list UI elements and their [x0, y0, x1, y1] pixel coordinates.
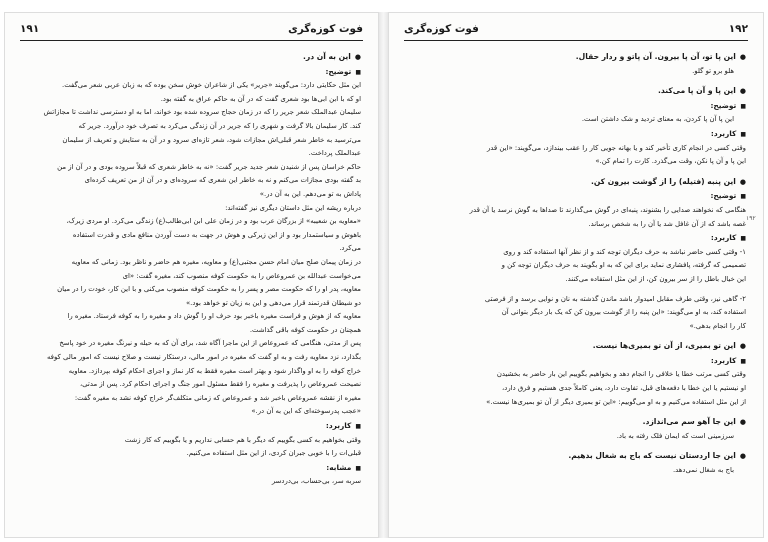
body-text: وقتی کسی مرتب خطا یا خلافی را انجام دهد و بخواهیم بگوییم این بار حاضر به بخشیدن	[496, 370, 746, 379]
section-label: ■ توضیح:	[406, 189, 746, 204]
body-text: معاویه که از هوش و فراست مغیره باخبر بود حرف او را گوش داد و مغیره را به کوفه فرستاد. مغیره را	[67, 312, 361, 321]
body-text: می‌ترسید به خاطر شعر قبلی‌اش مجازات شود، شعر تازه‌ای سرود و در آن به ستایش و تعریف از سلیمان	[62, 135, 361, 144]
proverb-heading: ● این پا تو، آن پا بیرون. آن پاتو و ردار حقال.	[406, 50, 746, 65]
body-text: خراج کوفه را به او واگذار شود و بهتر است مغیره فقط به کار نماز و اجرای احکام کوفه بپردازد. معاویه	[68, 366, 361, 375]
body-text: بگذارد، نزد معاویه رفت و به او گفت که مغیره در امور مالی، درستکار نیست و صلاح نیست که امور مالی کوفه	[46, 353, 361, 362]
example-text: هلو برو تو گلو.	[692, 66, 734, 75]
margin-annotation: ۱۹۲	[746, 215, 756, 222]
body-text: استفاده کند، به او می‌گویند: «این پنبه را از گوشت بیرون کن که یک بار دیگر بتوانی آن	[501, 308, 746, 317]
example-text: سرزمینی است که ایمان فلک رفته به باد.	[616, 431, 734, 440]
section-label: ■ کاربرد:	[406, 354, 746, 369]
proverb-heading: ● این پنبه (فتیله) را از گوشت بیرون کن.	[406, 175, 746, 190]
section-label: ■ توضیح:	[406, 99, 746, 114]
section-label: ■ کاربرد:	[406, 127, 746, 142]
body-text: هنگامی که نخواهند صدایی را بشنوند، پنبه‌ای در گوش می‌گذارند تا صداها به گوش نرسد یا آن قدر	[469, 205, 746, 214]
proverb-heading: ● این تو بمیری، از آن تو بمیری‌ها نیست.	[406, 339, 746, 354]
body-text: ۲- گاهی نیز، وقتی طرف مقابل امیدوار باشد ماندن گذشته به نان و نوایی برسد و از فرصتی	[484, 294, 746, 303]
body-text: درباره ریشه این مثل داستان دیگری نیز گفته‌اند:	[225, 203, 361, 212]
body-text: «عجب پدرسوخته‌ای که این به آن در.»	[251, 407, 361, 416]
page-header	[404, 22, 748, 41]
body-text: پس از مدتی، هنگامی که عمروعاص از این ماجرا آگاه شد، برای آن که به حیله و نیرنگ مغیره در خود پاسخ	[59, 339, 361, 348]
body-text: این پا و آن پا نکن، وقت می‌گذرد. کارت را تمام کن.»	[595, 157, 746, 166]
body-text: معاویه، پدر او را که حکومت مصر و پسر را به حکومت کوفه منصوب می‌کنی و با این کار، خودت را در میان	[57, 285, 361, 294]
body-text: کار را انجام بدهی.»	[689, 321, 746, 330]
body-text: از این مثل استفاده می‌کنیم و به او می‌گوییم: «این تو بمیری دیگر از آن تو بمیری‌ها نیست.»	[486, 397, 746, 406]
body-text: قبلی‌ات را با خوبی جبران کردی، از این مثل استفاده می‌کنیم.	[186, 449, 361, 458]
body-text: وقتی کسی در انجام کاری تأخیر کند و یا بهانه جویی کار را عقب بیندازد، می‌گویند: «این قدر	[486, 143, 746, 152]
section-label: ■ توضیح:	[22, 65, 361, 80]
body-text: وقتی بخواهیم به کسی بگوییم که دیگر با هم حسابی نداریم و یا بگوییم که کار زشت	[124, 435, 361, 444]
body-text: همچنان در حکومت کوفه باقی گذاشت.	[249, 325, 361, 334]
example-text: این پا آن پا کردن، به معنای تردید و شک داشتن است.	[581, 115, 734, 124]
body-text: عبدالملک پرداخت.	[308, 149, 361, 158]
section-label: ■ کاربرد:	[22, 419, 361, 434]
example-text: باج به شغال نمی‌دهد.	[672, 466, 734, 475]
proverb-heading: ● این به آن در.	[22, 50, 361, 65]
proverb-heading: ● این جا اردستان نیست که باج به شغال بدهیم.	[406, 449, 746, 464]
body-text: مغیره از نقشه عمروعاص باخبر شد و عمروعاص که زمانی متکلف‌گر خراج کوفه نشد به مغیره گفت:	[74, 393, 361, 402]
body-text: او نیستیم یا این خطا با دفعه‌های قبل، تفاوت دارد، یعنی کاملاً جدی هستیم و فرق دارد،	[502, 384, 746, 393]
body-text: کند. کار سلیمان بالا گرفت و شهری را که جریر در آن زندگی می‌کرد به تصرف خود درآورد. جریر که	[78, 121, 361, 130]
body-text: باهوش و سیاستمدار بود و از این زیرکی و هوش در جهت به دست آوردن منافع مادی و قدرت استفاده	[72, 230, 361, 239]
body-text: تصمیمی که گرفته، پافشاری نماید برای این که به او بگویند به حرف دیگران توجه کن و	[501, 261, 746, 270]
body-text: می‌خواست عبدالله بن عمروعاص را به حکومت کوفه منصوب کند، مغیره گفت: «ای	[122, 271, 361, 280]
page-body	[22, 50, 361, 528]
section-label: ■ مشابه:	[22, 461, 361, 476]
body-text: «معاویه بن شعیبه» از بزرگان عرب بود و در زمان علی ابن ابی‌طالب(ع) زندگی می‌کرد. او مردی زیرک،	[66, 217, 361, 226]
book-spine	[379, 12, 388, 538]
body-text: بد گفته بودی مجازات می‌کنم و نه به خاطر این شعری که سروده‌ای و در آن از من تعریف کرده‌ای	[84, 176, 361, 185]
body-text: می‌کرد.	[339, 244, 361, 253]
section-label: ■ کاربرد:	[406, 231, 746, 246]
body-text: پاداش به تو می‌دهم. این به آن در.»	[259, 189, 361, 198]
body-text: غصه باشد که از آن غافل شد یا آن را به شخص برساند.	[588, 219, 746, 228]
proverb-heading: ● این جا آهو سم می‌اندازد.	[406, 415, 746, 430]
body-text: نصیحت عمروعاص را پذیرفت و مغیره را فقط مسئول امور جنگ و اجرای احکام کرد. پس از مدتی،	[79, 380, 361, 389]
page-number: ۱۹۲	[728, 23, 748, 35]
proverb-heading: ● این پا و آن پا می‌کند.	[406, 84, 746, 99]
body-text: سربه سر، بی‌حساب، بی‌دردسر	[271, 477, 361, 486]
page-header	[20, 22, 363, 41]
page-body	[406, 50, 746, 528]
body-text: او که با ابن ابی‌ها بود شعری گفت که در آن به حاکم عراق به گفته بود.	[160, 94, 361, 103]
left-page	[4, 12, 379, 538]
running-title: فوت کوزه‌گری	[288, 23, 363, 35]
body-text: دو شیطان قدرتمند قرار می‌دهی و این به زیان تو خواهد بود.»	[185, 298, 361, 307]
running-title: فوت کوزه‌گری	[404, 23, 479, 35]
body-text: این خیال باطل را از سر بیرون کن، از این مثل استفاده می‌کنند.	[565, 274, 746, 283]
right-page	[388, 12, 764, 538]
page-number: ۱۹۱	[20, 23, 40, 35]
body-text: این مثل حکایتی دارد: می‌گویند «جریر» یکی از شاعران خوش سخن بوده که به زبان عربی شعر می‌گفت.	[62, 81, 361, 90]
body-text: در زمان پیمان صلح میان امام حسن مجتبی(ع) و معاویه، مغیره هم حاضر و ناظر بود. زمانی که معاویه	[71, 257, 361, 266]
body-text: حاکم خراسان پس از شنیدن شعر جدید جریر گفت: «نه به خاطر شعری که قبلاً سروده بودی و در آن از من	[57, 162, 361, 171]
body-text: ۱- وقتی کسی حاضر نباشد به حرف دیگران توجه کند و از نظر آنها استفاده کند و روی	[503, 247, 746, 256]
body-text: سلیمان عبدالملک شعر جریر را که در زمان حجاج سروده شده بود خواند، اما به او دسترسی نداشت تا مجازاتش	[43, 108, 361, 117]
